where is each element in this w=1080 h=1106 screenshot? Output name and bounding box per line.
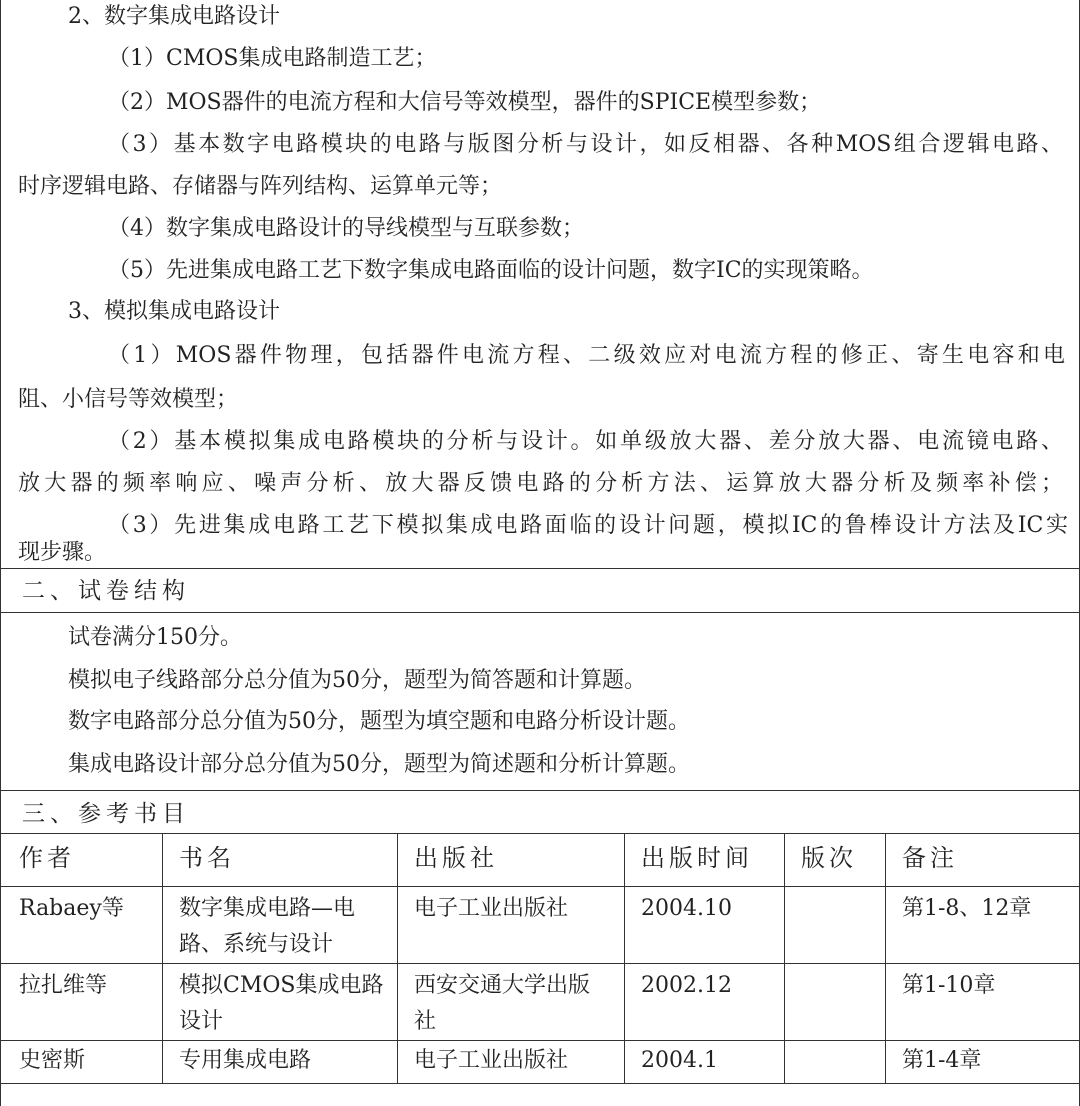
cell-publisher (398, 887, 625, 964)
structure-line-1: 试卷满分150分。 (68, 625, 242, 650)
cell-author: 史密斯 (1, 1041, 163, 1084)
table-row (1, 887, 1080, 964)
cell-date: 2004.10 (625, 887, 785, 964)
table-row (1, 964, 1080, 1041)
cell-edition (785, 964, 886, 1041)
cell-publisher-line-1: 西安交通大学出版 (414, 973, 591, 998)
digital-item-2: （2）MOS器件的电流方程和大信号等效模型，器件的SPICE模型参数； (108, 90, 822, 115)
digital-heading: 2、数字集成电路设计 (68, 4, 280, 29)
cell-title-line-2: 设计 (179, 1009, 224, 1034)
column-header-date: 出版时间 (625, 834, 785, 887)
section-divider-structure-body (0, 612, 1080, 613)
cell-title-line-1: 数字集成电路—电 (179, 896, 356, 921)
digital-item-4: （4）数字集成电路设计的导线模型与互联参数； (108, 216, 584, 241)
section-divider-books (0, 790, 1080, 791)
cell-publisher-line-1: 电子工业出版社 (414, 896, 569, 921)
column-header-title: 书名 (163, 834, 398, 887)
digital-item-5: （5）先进集成电路工艺下数字集成电路面临的设计问题，数字IC的实现策略。 (108, 258, 874, 283)
cell-edition (785, 1041, 886, 1084)
cell-publisher-line-1: 电子工业出版社 (414, 1048, 569, 1073)
cell-note: 第1-10章 (886, 964, 1080, 1041)
structure-line-3: 数字电路部分总分值为50分，题型为填空题和电路分析设计题。 (68, 709, 690, 734)
cell-date: 2004.1 (625, 1041, 785, 1084)
cell-title-line-2: 路、系统与设计 (179, 932, 334, 957)
analog-item-2-line-1: （2）基本模拟集成电路模块的分析与设计。如单级放大器、差分放大器、电流镜电路、 (108, 429, 1063, 454)
column-header-note: 备注 (886, 834, 1080, 887)
analog-heading: 3、模拟集成电路设计 (68, 299, 280, 324)
digital-item-1: （1）CMOS集成电路制造工艺； (108, 46, 437, 71)
column-header-edition: 版次 (785, 834, 886, 887)
column-header-publisher: 出版社 (398, 834, 625, 887)
table-header-row (1, 834, 1080, 887)
structure-title: 二、试卷结构 (22, 578, 190, 604)
cell-note: 第1-8、12章 (886, 887, 1080, 964)
analog-item-1-line-2: 阻、小信号等效模型； (18, 387, 239, 412)
analog-item-1-line-1: （1）MOS器件物理，包括器件电流方程、二级效应对电流方程的修正、寄生电容和电 (108, 343, 1065, 368)
digital-item-3-line-2: 时序逻辑电路、存储器与阵列结构、运算单元等； (18, 174, 503, 199)
cell-publisher-line-2: 社 (414, 1009, 437, 1034)
cell-title (163, 1041, 398, 1084)
cell-title (163, 964, 398, 1041)
cell-author: 拉扎维等 (1, 964, 163, 1041)
structure-line-2: 模拟电子线路部分总分值为50分，题型为简答题和计算题。 (68, 668, 646, 693)
analog-item-2-line-2: 放大器的频率响应、噪声分析、放大器反馈电路的分析方法、运算放大器分析及频率补偿； (18, 471, 1063, 496)
cell-title (163, 887, 398, 964)
cell-edition (785, 887, 886, 964)
column-header-author: 作者 (1, 834, 163, 887)
cell-title-line-1: 模拟CMOS集成电路 (179, 973, 384, 998)
structure-line-4: 集成电路设计部分总分值为50分，题型为简述题和分析计算题。 (68, 752, 690, 777)
cell-author: Rabaey等 (1, 887, 163, 964)
analog-item-3-line-2: 现步骤。 (18, 540, 107, 565)
books-title: 三、参考书目 (22, 801, 190, 827)
cell-note: 第1-4章 (886, 1041, 1080, 1084)
cell-publisher (398, 1041, 625, 1084)
cell-title-line-1: 专用集成电路 (179, 1048, 312, 1073)
section-divider-structure (0, 568, 1080, 569)
table-row (1, 1041, 1080, 1084)
cell-date: 2002.12 (625, 964, 785, 1041)
analog-item-3-line-1: （3）先进集成电路工艺下模拟集成电路面临的设计问题，模拟IC的鲁棒设计方法及IC实 (108, 513, 1068, 538)
cell-publisher (398, 964, 625, 1041)
digital-item-3-line-1: （3）基本数字电路模块的电路与版图分析与设计，如反相器、各种MOS组合逻辑电路、 (108, 132, 1063, 157)
reference-books-table (0, 833, 1080, 1084)
